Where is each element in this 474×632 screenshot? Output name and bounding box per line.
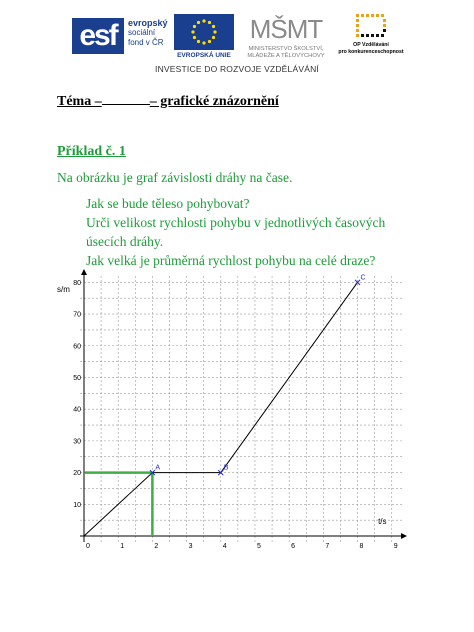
eu-star-icon [193,25,196,28]
point-label: A [155,464,161,472]
esf-line: fond v ČR [128,38,164,47]
example-heading: Příklad č. 1 [57,144,126,159]
op-text [336,42,406,55]
topic-prefix: Téma – [57,94,102,109]
axes [80,269,407,542]
x-tick-label: 9 [393,543,398,550]
y-tick-label: 30 [73,438,81,446]
y-tick-label: 20 [73,470,81,478]
y-axis-arrow-icon [81,269,87,275]
x-tick-label: 6 [291,543,296,550]
grid [80,276,402,542]
esf-line: evropský [128,18,168,28]
x-axis-arrow-icon [401,533,407,539]
y-tick-label: 60 [73,343,81,351]
distance-time-graph [56,268,408,558]
example-intro: Na obrázku je graf závislosti dráhy na čase. [57,170,293,185]
esf-line: sociální [128,28,156,37]
msmt-line: MINISTERSTVO ŠKOLSTVÍ, [248,46,324,52]
op-line: pro konkurenceschopnost [338,48,404,55]
y-tick-label: 80 [73,279,81,287]
op-line: OP Vzdělávání [353,42,389,48]
msmt-line: MLÁDEŽE A TĚLOVÝCHOVY [247,53,325,59]
point-label: B [223,464,229,472]
msmt-mark-icon [236,10,336,46]
op-logo [336,12,406,58]
eu-label: EVROPSKÁ UNIE [177,52,231,59]
x-tick-label: 2 [154,543,159,550]
eu-logo [174,14,234,58]
question-line: úsecích dráhy. [86,234,164,249]
eu-star-icon [202,41,205,44]
y-tick-label: 40 [73,406,81,414]
x-axis-label: t/s [378,517,387,526]
question-line: Jak se bude těleso pohybovat? [86,196,250,211]
y-tick-label: 50 [73,374,81,382]
esf-logo [72,14,168,58]
investice-banner: INVESTICE DO ROZVOJE VZDĚLÁVÁNÍ [155,64,319,74]
x-tick-label: 1 [120,543,125,550]
eu-star-icon [212,25,215,28]
eu-flag-icon [174,14,234,50]
y-axis-label: s/m [57,285,70,294]
point-label: C [360,274,366,282]
esf-text [128,18,172,48]
eu-star-icon [193,36,196,39]
question-list [86,194,385,270]
eu-star-icon [197,21,200,24]
topic-heading [57,93,279,110]
msmt-logo [236,10,336,60]
y-tick-label: 70 [73,311,81,319]
y-tick-label: 10 [73,501,81,509]
topic-blank [102,93,150,105]
msmt-text [236,46,336,60]
x-tick-label: 5 [256,543,261,550]
topic-suffix: – grafické znázornění [149,94,279,109]
x-tick-label: 4 [222,543,227,550]
tick-labels [57,280,398,550]
header-logos [0,0,474,80]
points [150,274,366,475]
question-line: Jak velká je průměrná rychlost pohybu na celé draze? [86,253,376,268]
x-tick-label: 0 [86,543,90,550]
eu-star-icon [197,40,200,43]
x-tick-label: 3 [188,543,193,550]
x-tick-label: 7 [325,543,330,550]
question-line: Urči velikost rychlosti pohybu v jednotlivých časových [86,215,386,230]
msmt-mark: MŠMT [249,14,323,44]
op-mark-icon [336,12,406,42]
esf-mark: esf [72,18,124,54]
eu-star-icon [208,21,211,24]
x-tick-label: 8 [359,543,364,550]
eu-star-icon [213,30,216,33]
eu-star-icon [191,30,194,33]
eu-star-icon [208,40,211,43]
eu-star-icon [202,19,205,22]
eu-star-icon [212,36,215,39]
